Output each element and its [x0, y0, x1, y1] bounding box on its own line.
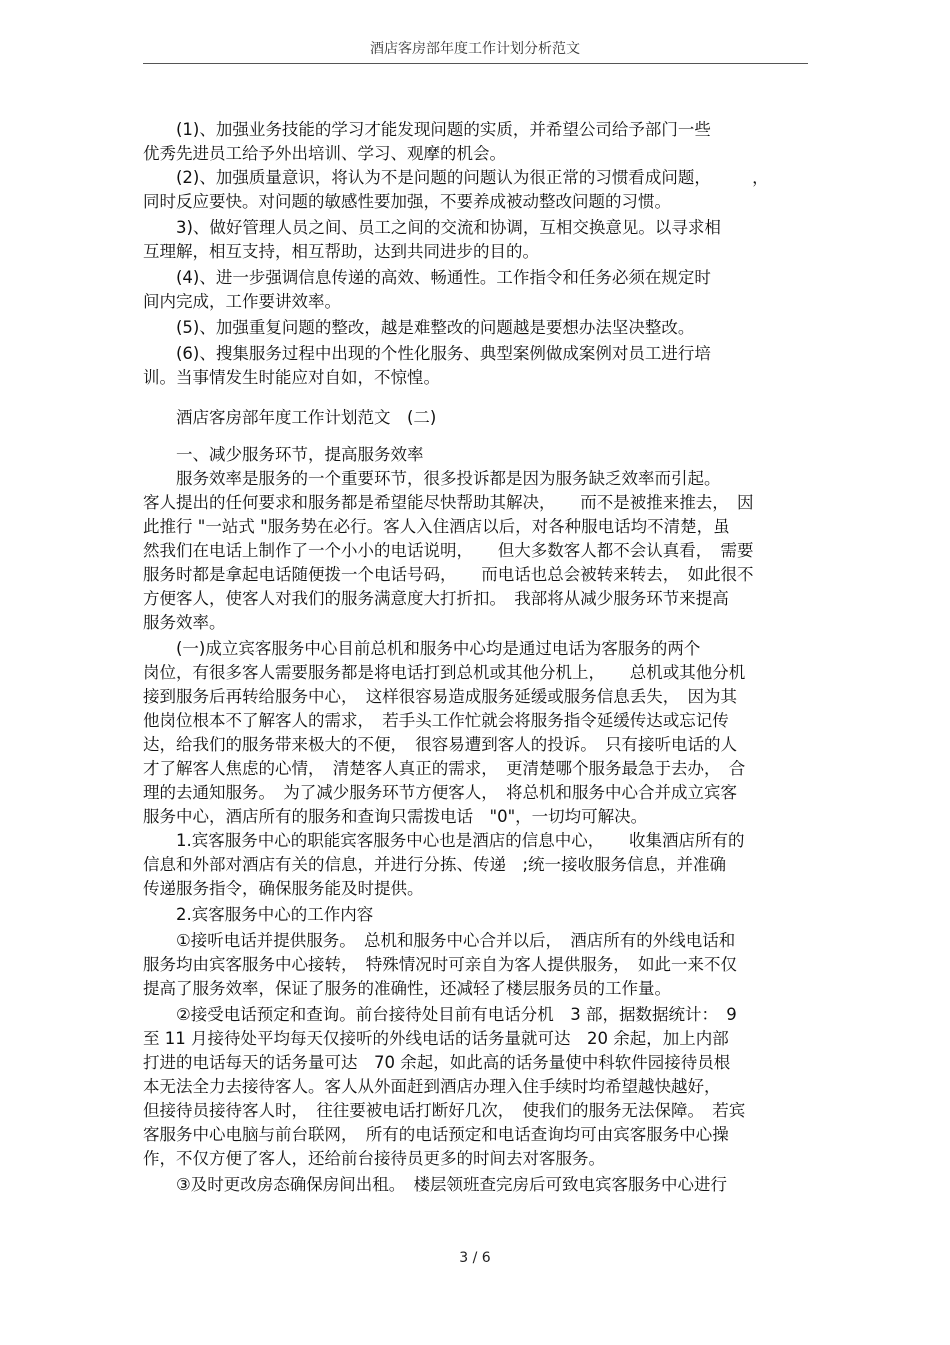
header-rule: [143, 63, 808, 64]
text-line: (5)、加强重复问题的整改，越是难整改的问题越是要想办法坚决整改。: [143, 318, 695, 337]
text-line: ①接听电话并提供服务。 总机和服务中心合并以后， 酒店所有的外线电话和: [143, 931, 736, 950]
text-line: 同时反应要快。对问题的敏感性要加强，不要养成被动整改问题的习惯。: [143, 192, 671, 211]
text-line: 服务均由宾客服务中心接转， 特殊情况时可亲自为客人提供服务， 如此一来不仅: [143, 955, 737, 974]
text-line: 服务中心，酒店所有的服务和查询只需拨电话 "0"，一切均可解决。: [143, 807, 648, 826]
text-line: 客人提出的任何要求和服务都是希望能尽快帮助其解决， 而不是被推来推去， 因: [143, 493, 754, 512]
text-line: (4)、进一步强调信息传递的高效、畅通性。工作指令和任务必须在规定时: [143, 268, 711, 287]
page-number: 3 / 6: [459, 1250, 491, 1266]
text-line: 本无法全力去接待客人。客人从外面赶到酒店办理入住手续时均希望越快越好，: [143, 1077, 721, 1096]
text-line: 客服务中心电脑与前台联网， 所有的电话预定和电话查询均可由宾客服务中心操: [143, 1125, 729, 1144]
text-line: 才了解客人焦虑的心情， 清楚客人真正的需求， 更清楚哪个服务最急于去办， 合: [143, 759, 746, 778]
text-line: 一、减少服务环节，提高服务效率: [143, 445, 424, 464]
text-line: ②接受电话预定和查询。前台接待处目前有电话分机 3 部，据数据统计： 9: [143, 1005, 737, 1024]
text-line: (2)、加强质量意识，将认为不是问题的问题认为很正常的习惯看成问题， ，: [143, 168, 769, 187]
running-header: 酒店客房部年度工作计划分析范文: [370, 41, 580, 57]
text-line: 但接待员接待客人时， 往往要被电话打断好几次， 使我们的服务无法保障。 若宾: [143, 1101, 746, 1120]
text-line: 酒店客房部年度工作计划范文 (二): [143, 408, 437, 427]
text-line: 3)、做好管理人员之间、员工之间的交流和协调，互相交换意见。以寻求相: [143, 218, 721, 237]
text-line: ③及时更改房态确保房间出租。 楼层领班查完房后可致电宾客服务中心进行: [143, 1175, 728, 1194]
text-line: 信息和外部对酒店有关的信息，并进行分拣、传递 ;统一接收服务信息，并准确: [143, 855, 727, 874]
text-line: 接到服务后再转给服务中心， 这样很容易造成服务延缓或服务信息丢失， 因为其: [143, 687, 737, 706]
text-line: (一)成立宾客服务中心目前总机和服务中心均是通过电话为客服务的两个: [143, 639, 701, 658]
text-line: (1)、加强业务技能的学习才能发现问题的实质，并希望公司给予部门一些: [143, 120, 711, 139]
text-line: 至 11 月接待处平均每天仅接听的外线电话的话务量就可达 20 余起，加上内部: [143, 1029, 729, 1048]
text-line: 互理解，相互支持，相互帮助，达到共同进步的目的。: [143, 242, 539, 261]
text-line: 1.宾客服务中心的职能宾客服务中心也是酒店的信息中心， 收集酒店所有的: [143, 831, 745, 850]
text-line: 方便客人，使客人对我们的服务满意度大打折扣。 我部将从减少服务环节来提高: [143, 589, 729, 608]
text-line: 然我们在电话上制作了一个小小的电话说明， 但大多数客人都不会认真看， 需要: [143, 541, 754, 560]
text-line: 提高了服务效率，保证了服务的准确性，还减轻了楼层服务员的工作量。: [143, 979, 671, 998]
text-line: 作，不仅方便了客人，还给前台接待员更多的时间去对客服务。: [143, 1149, 605, 1168]
text-line: 服务效率。: [143, 613, 226, 632]
text-line: 他岗位根本不了解客人的需求， 若手头工作忙就会将服务指令延缓传达或忘记传: [143, 711, 729, 730]
text-line: 2.宾客服务中心的工作内容: [143, 905, 374, 924]
text-line: 此推行 "一站式 "服务势在必行。客人入住酒店以后，对各种服电话均不清楚，虽: [143, 517, 730, 536]
text-line: 打进的电话每天的话务量可达 70 余起，如此高的话务量使中科软件园接待员根: [143, 1053, 731, 1072]
text-line: 达，给我们的服务带来极大的不便， 很容易遭到客人的投诉。 只有接听电话的人: [143, 735, 737, 754]
text-line: 优秀先进员工给予外出培训、学习、观摩的机会。: [143, 144, 506, 163]
text-line: 理的去通知服务。 为了减少服务环节方便客人， 将总机和服务中心合并成立宾客: [143, 783, 737, 802]
text-line: 训。当事情发生时能应对自如，不惊惶。: [143, 368, 440, 387]
text-line: 服务时都是拿起电话随便拨一个电话号码， 而电话也总会被转来转去， 如此很不: [143, 565, 754, 584]
text-line: 服务效率是服务的一个重要环节，很多投诉都是因为服务缺乏效率而引起。: [143, 469, 721, 488]
text-line: 岗位，有很多客人需要服务都是将电话打到总机或其他分机上， 总机或其他分机: [143, 663, 746, 682]
text-line: 间内完成，工作要讲效率。: [143, 292, 341, 311]
text-line: 传递服务指令，确保服务能及时提供。: [143, 879, 424, 898]
text-line: (6)、搜集服务过程中出现的个性化服务、典型案例做成案例对员工进行培: [143, 344, 711, 363]
